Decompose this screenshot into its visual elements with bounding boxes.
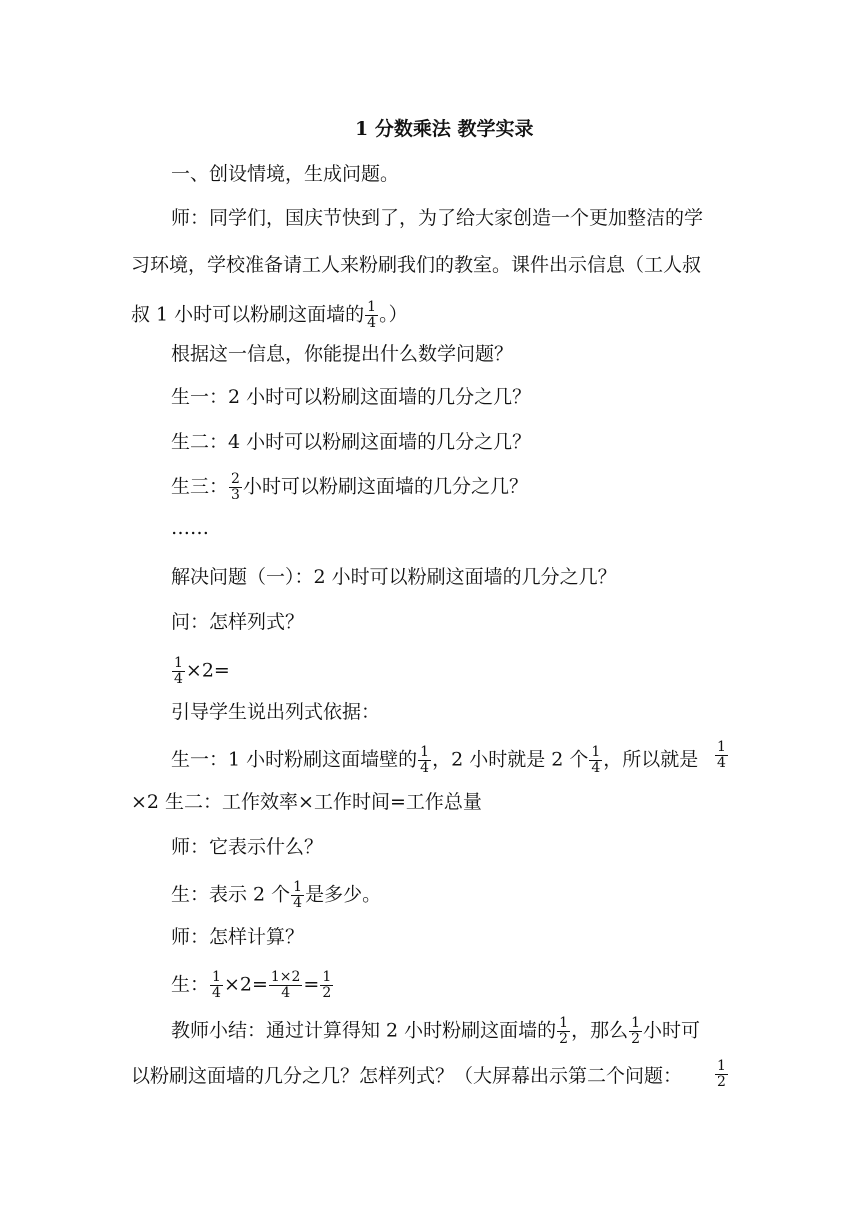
paragraph-line: 生一：2 小时可以粉刷这面墙的几分之几？ bbox=[171, 386, 532, 408]
paragraph-line: 解决问题（一）：2 小时可以粉刷这面墙的几分之几？ bbox=[171, 566, 617, 588]
fraction: $\frac{1}{2}$ bbox=[717, 1058, 726, 1090]
paragraph-line: 生二：4 小时可以粉刷这面墙的几分之几？ bbox=[171, 431, 532, 453]
fraction: $\frac{1}{4}$ bbox=[293, 879, 303, 911]
paragraph-line: 师：它表示什么？ bbox=[171, 836, 324, 858]
paragraph-line: 师：怎样计算？ bbox=[171, 926, 305, 948]
paragraph-line: 生：表示 2 个 $\frac{1}{4}$ 是多少。 bbox=[171, 879, 382, 911]
paragraph-line: 问：怎样列式？ bbox=[171, 611, 305, 633]
paragraph-line: 师：同学们，国庆节快到了，为了给大家创造一个更加整洁的学 bbox=[171, 207, 704, 229]
paragraph-line: ×2 生二：工作效率×工作时间=工作总量 bbox=[131, 791, 482, 813]
fraction: $\frac{1}{2}$ bbox=[631, 1015, 641, 1047]
formula-line: 生： $\frac{1}{4}$ ×2= $\frac{1\times 2}{4}$ = $\frac{1}{2}$ bbox=[171, 969, 332, 1001]
paragraph-line: 教师小结：通过计算得知 2 小时粉刷这面墙的 $\frac{1}{2}$ ，那么 $\frac{1}{2}$ 小时可 bbox=[171, 1015, 701, 1047]
fraction: $\frac{1}{2}$ bbox=[322, 969, 332, 1001]
fraction: $\frac{1}{4}$ bbox=[367, 299, 377, 331]
paragraph-line: 引导学生说出列式依据： bbox=[171, 701, 381, 723]
paragraph-line: 根据这一信息，你能提出什么数学问题？ bbox=[171, 343, 514, 365]
paragraph-line: 叔 1 小时可以粉刷这面墙的 $\frac{1}{4}$ 。） bbox=[131, 299, 408, 331]
fraction: $\frac{1}{2}$ bbox=[559, 1015, 569, 1047]
paragraph-line: 生一：1 小时粉刷这面墙壁的 $\frac{1}{4}$ ，2 小时就是 2 个 $\frac{1}{4}$ ，所以就是 bbox=[171, 744, 699, 776]
paragraph-line: 以粉刷这面墙的几分之几？怎样列式？（大屏幕出示第二个问题： bbox=[131, 1065, 683, 1087]
fraction: $\frac{1}{4}$ bbox=[591, 744, 601, 776]
fraction: $\frac{1}{4}$ bbox=[212, 969, 221, 1001]
section-heading: 一、创设情境，生成问题。 bbox=[171, 163, 400, 185]
paragraph-line: 习环境，学校准备请工人来粉刷我们的教室。课件出示信息（工人叔 bbox=[131, 254, 702, 276]
fraction: $\frac{2}{3}$ bbox=[231, 471, 240, 503]
fraction: $\frac{1}{4}$ bbox=[717, 739, 726, 771]
paragraph-line: 生三： $\frac{2}{3}$ 小时可以粉刷这面墙的几分之几？ bbox=[171, 471, 528, 503]
document-title: 1 分数乘法 教学实录 bbox=[355, 118, 534, 140]
formula-line: $\frac{1}{4}$ ×2= bbox=[174, 655, 230, 687]
fraction: $\frac{1}{4}$ bbox=[174, 655, 183, 687]
ellipsis: …… bbox=[171, 517, 209, 539]
fraction: $\frac{1}{4}$ bbox=[420, 744, 430, 776]
fraction: $\frac{1\times 2}{4}$ bbox=[270, 969, 301, 1001]
